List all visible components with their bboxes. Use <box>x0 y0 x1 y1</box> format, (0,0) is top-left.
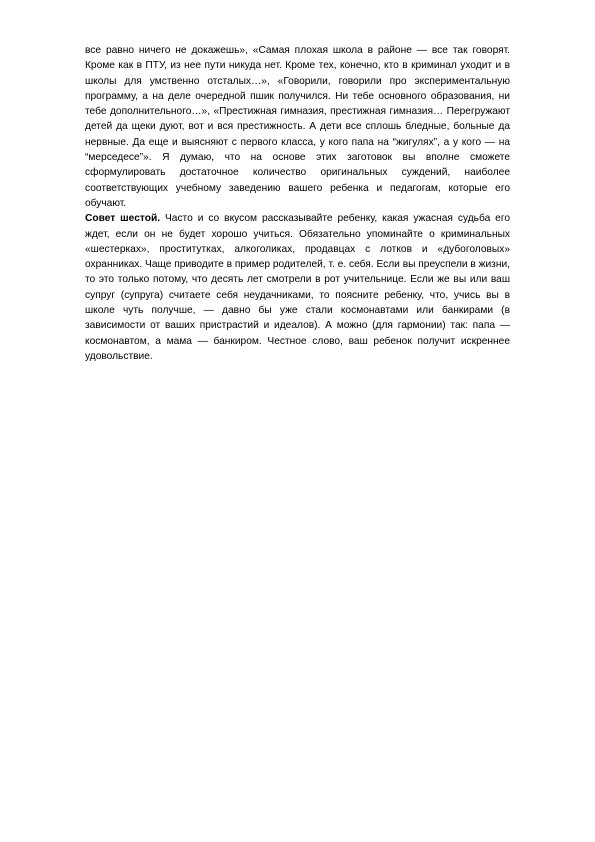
body-text <box>85 43 510 364</box>
advice-paragraph <box>85 211 510 364</box>
advice-text: Часто и со вкусом рассказывайте ребенку, какая ужасная судьба его ждет, если он не будет хорошо учиться. Обязательно упоминайте о криминальных «шестерках», проститутках, алкоголиках, продавцах с лотков и «дубоголовых» охранниках. Чаще приводите в пример родителей, т. е. себя. Если вы преуспели в жизни, то это только потому, что десять лет смотрели в рот учительнице. Если же вы или ваш супруг (супруга) считаете себя неудачниками, то поясните ребенку, что, учись вы в школе чуть получше, — давно бы уже стали космонавтами или банкирами (в зависимости от ваших пристрастий и идеалов). А можно (для гармонии) так: папа — космонавтом, а мама — банкиром. Честное слово, ваш ребенок получит искреннее удовольствие. <box>85 213 511 362</box>
advice-heading: Совет шестой. <box>85 213 161 225</box>
paragraph-continuation: все равно ничего не докажешь», «Самая плохая школа в районе — все так говорят. Кроме как в ПТУ, из нее пути никуда нет. Кроме тех, конечно, кто в криминал уходит и в школы для умственно отсталых…», «Говорили, говорили про экспериментальную программу, а на деле очередной пшик получился. Ни тебе основного образования, ни тебе дополнительного…», «Престижная гимназия, престижная гимназия… Перегружают детей да щеки дуют, вот и вся престижность. А дети все сплошь бледные, больные да нервные. Да еще и выясняют с первого класса, у кого папа на “жигулях”, а у кого — на “мерседесе”». Я думаю, что на основе этих заготовок вы вполне сможете сформулировать достаточное количество оригинальных суждений, наиболее соответствующих учебному заведению вашего ребенка и педагогам, которые его обучают. <box>85 45 510 209</box>
